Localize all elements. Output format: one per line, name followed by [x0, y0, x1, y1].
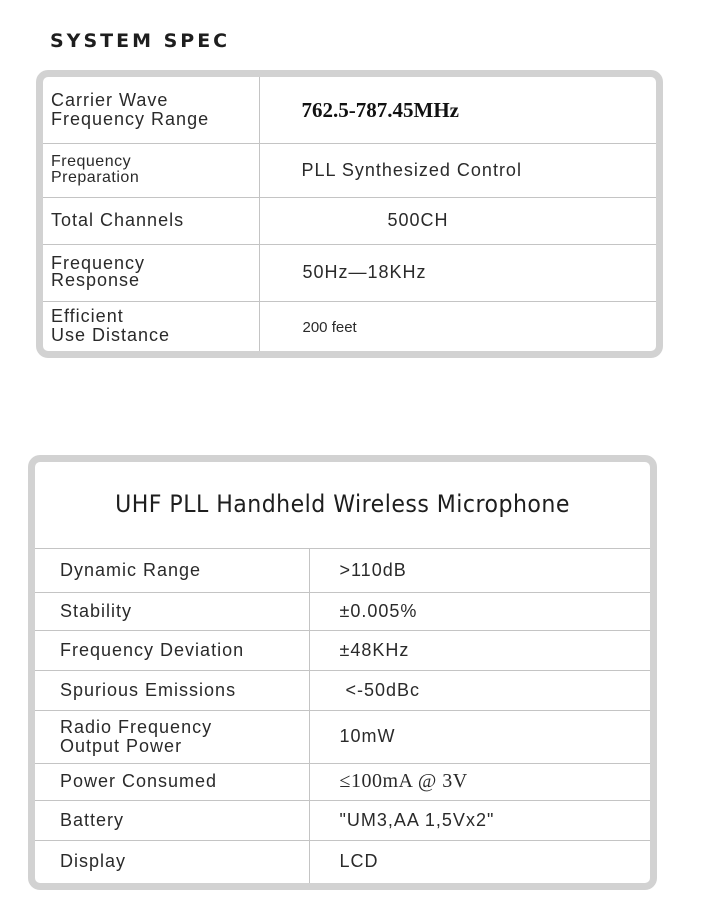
label-line: Frequency Range: [51, 108, 210, 129]
microphone-spec-table: [35, 462, 650, 883]
table-row: [43, 244, 656, 301]
table-row: [35, 800, 650, 840]
microphone-spec-table-frame: [28, 455, 657, 890]
row-value: [309, 840, 650, 883]
table-row: [35, 763, 650, 800]
table-row: [43, 301, 656, 351]
row-label: [35, 800, 309, 840]
row-label: [43, 143, 259, 197]
row-label: [35, 840, 309, 883]
label-line: Stability: [60, 600, 133, 621]
section-title-system-spec: SYSTEM SPEC: [50, 30, 231, 52]
row-value: [309, 548, 650, 592]
label-line: Power Consumed: [60, 771, 218, 792]
display-value: LCD: [339, 851, 379, 872]
label-line: Frequency Deviation: [60, 639, 245, 660]
table-row: [35, 840, 650, 883]
row-label: [43, 197, 259, 244]
system-spec-table: [43, 77, 656, 351]
row-label: [35, 630, 309, 670]
row-value: [259, 77, 656, 143]
stability-value: ±0.005%: [339, 600, 418, 621]
label-line: Frequency: [51, 253, 146, 274]
label-line: Dynamic Range: [60, 559, 202, 580]
table-row: [35, 710, 650, 763]
output-power-value: 10mW: [339, 726, 396, 747]
row-label: [35, 592, 309, 630]
table-header-row: [35, 462, 650, 548]
row-value: [259, 143, 656, 197]
frequency-deviation-value: ±48KHz: [339, 639, 410, 660]
row-value: [259, 244, 656, 301]
frequency-preparation-value: PLL Synthesized Control: [301, 159, 522, 180]
label-line: Frequency: [51, 153, 132, 171]
row-value: [309, 800, 650, 840]
total-channels-value: 500CH: [387, 210, 449, 231]
table-row: [43, 143, 656, 197]
carrier-frequency-value: 762.5-787.45MHz: [301, 97, 459, 122]
system-spec-table-frame: [36, 70, 663, 358]
dynamic-range-value: >110dB: [339, 559, 407, 580]
label-line: Radio Frequency: [60, 716, 213, 737]
row-label: [35, 548, 309, 592]
row-label: [43, 77, 259, 143]
table-row: [35, 548, 650, 592]
label-line: Carrier Wave: [51, 89, 169, 110]
table-row: [35, 592, 650, 630]
table-row: [43, 197, 656, 244]
label-line: Response: [51, 269, 141, 290]
spurious-emissions-value: <-50dBc: [345, 679, 421, 700]
label-line: Total Channels: [51, 210, 185, 231]
row-value: [309, 763, 650, 800]
battery-value: "UM3,AA 1,5Vx2": [339, 809, 495, 830]
row-value: [309, 630, 650, 670]
row-value: [309, 592, 650, 630]
row-value: [259, 301, 656, 351]
power-consumed-value: ≤100mA @ 3V: [339, 770, 468, 792]
row-value: [309, 670, 650, 710]
table-title: UHF PLL Handheld Wireless Microphone: [60, 462, 626, 548]
label-line: Use Distance: [51, 325, 171, 346]
label-line: Efficient: [51, 306, 124, 327]
label-line: Preparation: [51, 168, 140, 186]
row-label: [35, 710, 309, 763]
row-label: [43, 301, 259, 351]
frequency-response-value: 50Hz—18KHz: [302, 262, 427, 283]
table-row: [35, 630, 650, 670]
table-row: [35, 670, 650, 710]
label-line: Battery: [60, 809, 125, 830]
row-value: [309, 710, 650, 763]
label-line: Output Power: [60, 735, 183, 756]
row-label: [35, 670, 309, 710]
row-label: [35, 763, 309, 800]
use-distance-value: 200 feet: [302, 318, 357, 336]
label-line: Spurious Emissions: [60, 679, 237, 700]
row-label: [43, 244, 259, 301]
row-value: [259, 197, 656, 244]
label-line: Display: [60, 851, 127, 872]
table-row: [43, 77, 656, 143]
